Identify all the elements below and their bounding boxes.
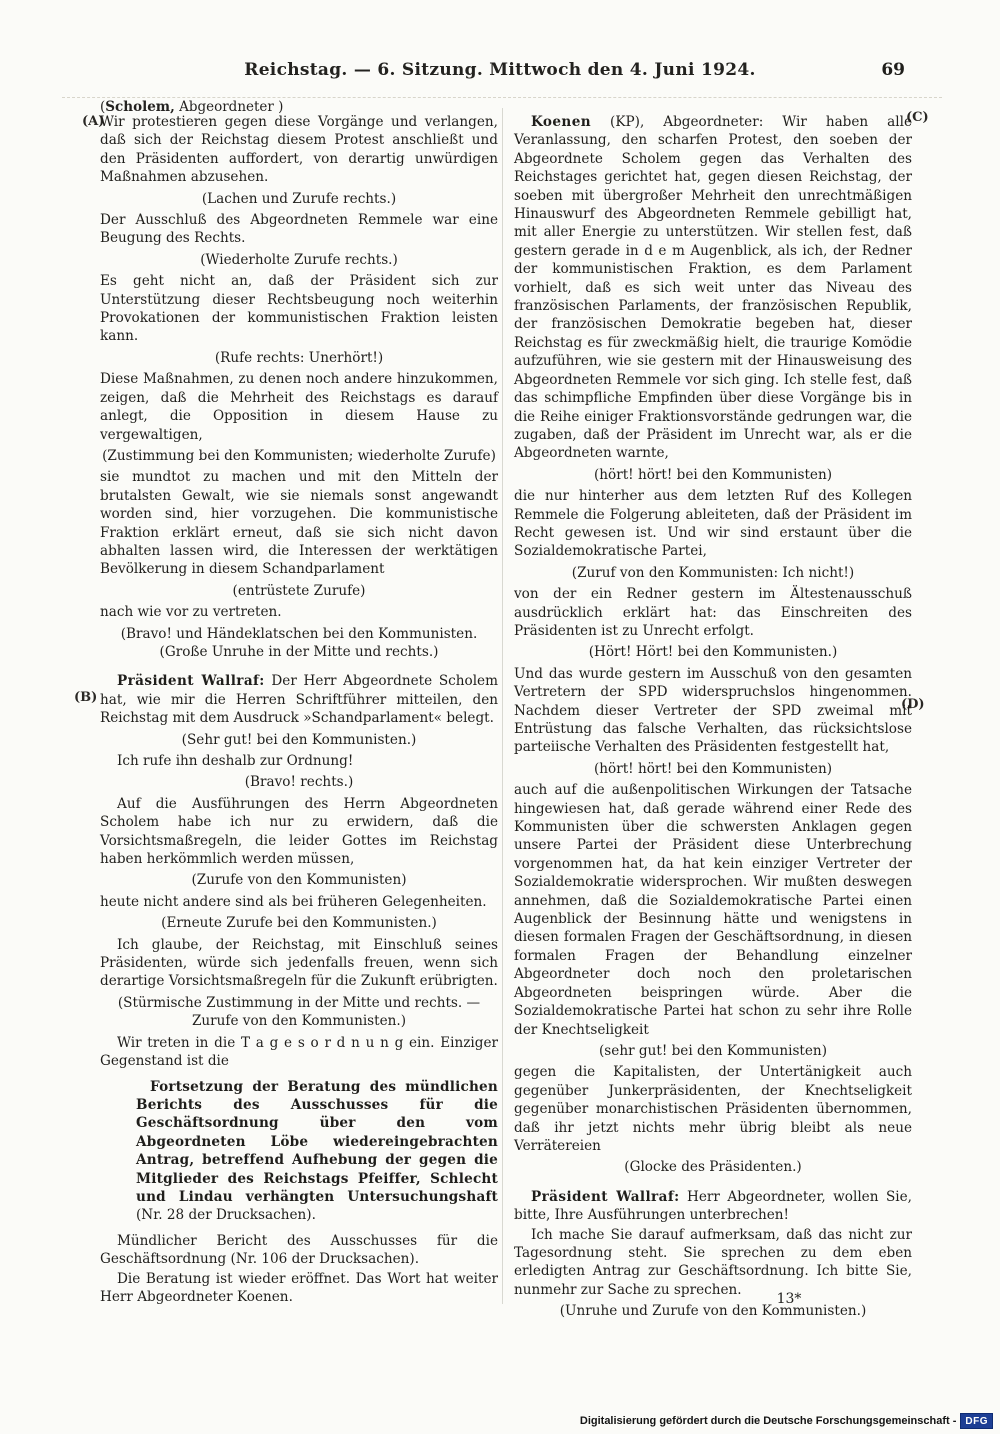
left-block-2-body: Der Ausschluß des Abgeordneten Remmele war eine Beugung des Rechts. bbox=[100, 212, 498, 247]
margin-marker-d: (D) bbox=[901, 697, 925, 712]
left-block-18-body: heute nicht andere sind als bei früheren Gelegenheiten. bbox=[100, 893, 487, 910]
right-block-4-body: von der ein Redner gestern im Ältestenausschuß ausdrücklich erklärt hat: das Einschreiten des Präsidenten ist zu Unrecht erfolgt. bbox=[514, 586, 912, 639]
left-block-20-body: Ich glaube, der Reichstag, mit Einschluß seines Präsidenten, würde sich jedenfalls freuen, wenn sich derartige Vorsichtsmaßregeln für die Zukunft erübrigten. bbox=[100, 936, 498, 990]
left-column bbox=[100, 113, 498, 1324]
left-block-6-body: Diese Maßnahmen, zu denen noch andere hinzukommen, zeigen, daß die Mehrheit des Reichstags es darauf anlegt, die Opposition in diesem Hause zu vergewaltigen, bbox=[100, 371, 498, 443]
left-block-16-body: Auf die Ausführungen des Herrn Abgeordneten Scholem habe ich nur zu erwidern, daß die Vorsichtsmaßregeln, die leider Gottes im Reichstag haben herkömmlich werden müssen, bbox=[100, 795, 498, 868]
margin-marker-c: (C) bbox=[906, 110, 929, 125]
right-block-11-stage: (Glocke des Präsidenten.) bbox=[624, 1159, 802, 1176]
dfg-logo: DFG bbox=[960, 1413, 993, 1429]
speaker-label-name: Scholem, bbox=[105, 99, 175, 115]
speaker-name: Koenen bbox=[531, 114, 592, 130]
credit-text: Digitalisierung gefördert durch die Deutsche Forschungsgemeinschaft - bbox=[579, 1414, 957, 1427]
right-block-8-body: auch auf die außenpolitischen Wirkungen der Tatsache hingewiesen hat, daß gerade während einer Rede des Kommunisten über die schwersten Anklagen gegen unsere Partei der Präsident diese Unterbrechung vorgenommen hat, da hat kein einziger Vertreter der Sozialdemokratie widersprochen. Wir mußten deswegen annehmen, daß die Sozialdemokratische Partei einen Augenblick der Besinnung hätte und wenigstens in diesen formalen Fragen der Geschäftsordnung, in diesen formalen Fragen der Behandlung einzelner Abgeordneter doch noch den proletarischen Abgeordneten beispringen würde. Aber die Sozialdemokratische Partei hat schon zu sehr ihre Rolle der Knechtseligkeit bbox=[514, 782, 912, 1038]
digitization-credit bbox=[580, 1412, 993, 1429]
right-block-7-stage: (hört! hört! bei den Kommunisten) bbox=[593, 760, 833, 777]
left-block-1-stage: (Lachen und Zurufe rechts.) bbox=[201, 190, 397, 207]
left-block-4-body: Es geht nicht an, daß der Präsident sich zur Unterstützung dieser Rechtsbeugung noch weiterhin Provokationen der kommunistischen Fraktion leisten kann. bbox=[100, 273, 498, 345]
right-block-0-speaker: Koenen (KP), Abgeordneter: Wir haben alle Veranlassung, den scharfen Protest, den soeben der Abgeordnete Scholem gegen das Verhalten des Reichstages gerichtet hat, gegen diesen Reichstag, der soeben mit übergroßer Mehrheit den unrechtmäßigen Hinauswurf des Abgeordneten Remmele gebilligt hat, mit aller Energie zu unterstützen. Wir stellen fest, daß gestern gerade in d e m Augenblick, als ich, der Redner der kommunistischen Fraktion, es dem Parlament vorhielt, daß es sich weit unter das Niveau des französischen Parlaments, der französischen Republik, der französischen Demokratie begeben hat, dieser Reichstag es für zweckmäßig hielt, die traurige Komödie aufzuführen, wie sie gestern mit der Hinausweisung des Abgeordneten Remmele vor sich ging. Ich stelle fest, daß das schimpfliche Empfinden über diese Vorgänge bis in die Reihe einiger Fraktionsvorstände gedrungen war, die zugaben, daß der Präsident im Unrecht war, als er die Abgeordneten warnte, bbox=[514, 114, 912, 462]
left-block-24-body: Mündlicher Bericht des Ausschusses für die Geschäftsordnung (Nr. 106 der Drucksachen). bbox=[100, 1232, 498, 1268]
agenda-title: Fortsetzung der Beratung des mündlichen Berichts des Ausschusses für die Geschäftsordnung über den vom Abgeordneten Löbe wiedereingebrachten Antrag, betreffend Aufhebung der gegen die Mitglieder des Reichstags Pfeiffer, Schlecht und Lindau verhängten Untersuchungshaft bbox=[136, 1078, 498, 1205]
margin-marker-b: (B) bbox=[74, 690, 98, 705]
right-block-13-body: Ich mache Sie darauf aufmerksam, daß das nicht zur Tagesordnung steht. Sie sprechen zu dem eben erledigten Antrag zur Geschäftsordnung. Ich bitte Sie, nunmehr zur Sache zu sprechen. bbox=[514, 1226, 912, 1298]
right-block-3-stage: (Zuruf von den Kommunisten: Ich nicht!) bbox=[571, 564, 855, 581]
right-block-14-stage: (Unruhe und Zurufe von den Kommunisten.) bbox=[559, 1303, 867, 1320]
right-block-5-stage: (Hört! Hört! bei den Kommunisten.) bbox=[588, 644, 838, 661]
left-block-23-agenda bbox=[100, 1078, 498, 1225]
left-block-13-stage: (Sehr gut! bei den Kommunisten.) bbox=[181, 731, 417, 748]
left-block-21-stage: (Stürmische Zustimmung in der Mitte und rechts. — Zurufe von den Kommunisten.) bbox=[117, 994, 481, 1030]
right-block-1-stage: (hört! hört! bei den Kommunisten) bbox=[593, 466, 833, 483]
page-number: 69 bbox=[881, 60, 905, 80]
left-block-0-body: Wir protestieren gegen diese Vorgänge und verlangen, daß sich der Reichstag diesem Protest anschließt und den Präsidenten auffordert, von derartig unwürdigen Maßnahmen abzusehen. bbox=[100, 114, 498, 186]
text-columns bbox=[100, 113, 912, 1324]
speaker-name: Präsident Wallraf: bbox=[531, 1188, 680, 1205]
left-block-8-body: sie mundtot zu machen und mit den Mitteln der brutalsten Gewalt, wie sie niemals sonst angewandt worden sind, hier vorzugehen. Die kommunistische Fraktion erklärt erneut, daß sie sich nicht davon abhalten lassen wird, die Interessen der werktätigen Bevölkerung in diesem Schandparlament bbox=[100, 469, 498, 578]
speaker-name: Präsident Wallraf: bbox=[117, 673, 265, 690]
left-block-12-speaker: Präsident Wallraf: Der Herr Abgeordnete Scholem hat, wie mir die Herren Schriftführer mitteilen, den Reichstag mit dem Ausdruck »Schandparlament« belegt. bbox=[100, 673, 498, 727]
left-block-22-body: Wir treten in die T a g e s o r d n u n g ein. Einziger Gegenstand ist die bbox=[100, 1034, 498, 1070]
page-title: Reichstag. — 6. Sitzung. Mittwoch den 4. Juni 1924. bbox=[244, 60, 756, 80]
agenda-reference: (Nr. 28 der Drucksachen). bbox=[136, 1207, 316, 1224]
left-block-10-body: nach wie vor zu vertreten. bbox=[100, 604, 282, 621]
margin-marker-a: (A) bbox=[82, 114, 105, 129]
left-block-11-stage: (Bravo! und Händeklatschen bei den Kommunisten. (Große Unruhe in der Mitte und rechts.) bbox=[120, 625, 478, 660]
left-block-5-stage: (Rufe rechts: Unerhört!) bbox=[214, 349, 384, 366]
left-block-14-body: Ich rufe ihn deshalb zur Ordnung! bbox=[117, 753, 354, 769]
right-block-2-body: die nur hinterher aus dem letzten Ruf des Kollegen Remmele die Folgerung ableiteten, daß der Präsident im Recht gewesen ist. Und wir sind erstaunt über die Sozialdemokratische Partei, bbox=[514, 488, 912, 560]
right-block-10-body: gegen die Kapitalisten, der Untertänigkeit auch gegenüber Junkerpräsidenten, der Knechtseligkeit gegenüber monarchistischen Präsidenten übernommen, daß ihr jetzt nichts mehr übrig bleibt als neue Verrätereien bbox=[514, 1064, 912, 1154]
speaker-label-rest: Abgeordneter ) bbox=[174, 99, 284, 115]
left-block-19-stage: (Erneute Zurufe bei den Kommunisten.) bbox=[161, 915, 437, 932]
page-header bbox=[0, 60, 1000, 88]
speaker-label-open: ( bbox=[100, 99, 106, 115]
right-column bbox=[514, 113, 912, 1324]
right-block-9-stage: (sehr gut! bei den Kommunisten) bbox=[599, 1042, 827, 1059]
sheet-signature: 13* bbox=[776, 1291, 802, 1307]
left-block-7-stage: (Zustimmung bei den Kommunisten; wiederholte Zurufe) bbox=[102, 447, 496, 464]
left-block-25-body: Die Beratung ist wieder eröffnet. Das Wort hat weiter Herr Abgeordneter Koenen. bbox=[100, 1270, 498, 1305]
right-block-12-speaker: Präsident Wallraf: Herr Abgeordneter, wollen Sie, bitte, Ihre Ausführungen unterbrechen! bbox=[514, 1188, 912, 1224]
left-block-17-stage: (Zurufe von den Kommunisten) bbox=[191, 872, 407, 889]
left-block-9-stage: (entrüstete Zurufe) bbox=[232, 582, 366, 599]
left-block-15-stage: (Bravo! rechts.) bbox=[244, 774, 354, 791]
right-block-6-body: Und das wurde gestern im Ausschuß von den gesamten Vertretern der SPD widerspruchslos hingenommen. Nachdem dieser Vertreter der SPD zweimal mit Entrüstung das falsche Verhalten, das rücksichtslose parteiische Verhalten des Präsidenten festgestellt hat, bbox=[514, 665, 912, 756]
left-block-3-stage: (Wiederholte Zurufe rechts.) bbox=[200, 251, 398, 268]
header-rule bbox=[62, 97, 942, 98]
